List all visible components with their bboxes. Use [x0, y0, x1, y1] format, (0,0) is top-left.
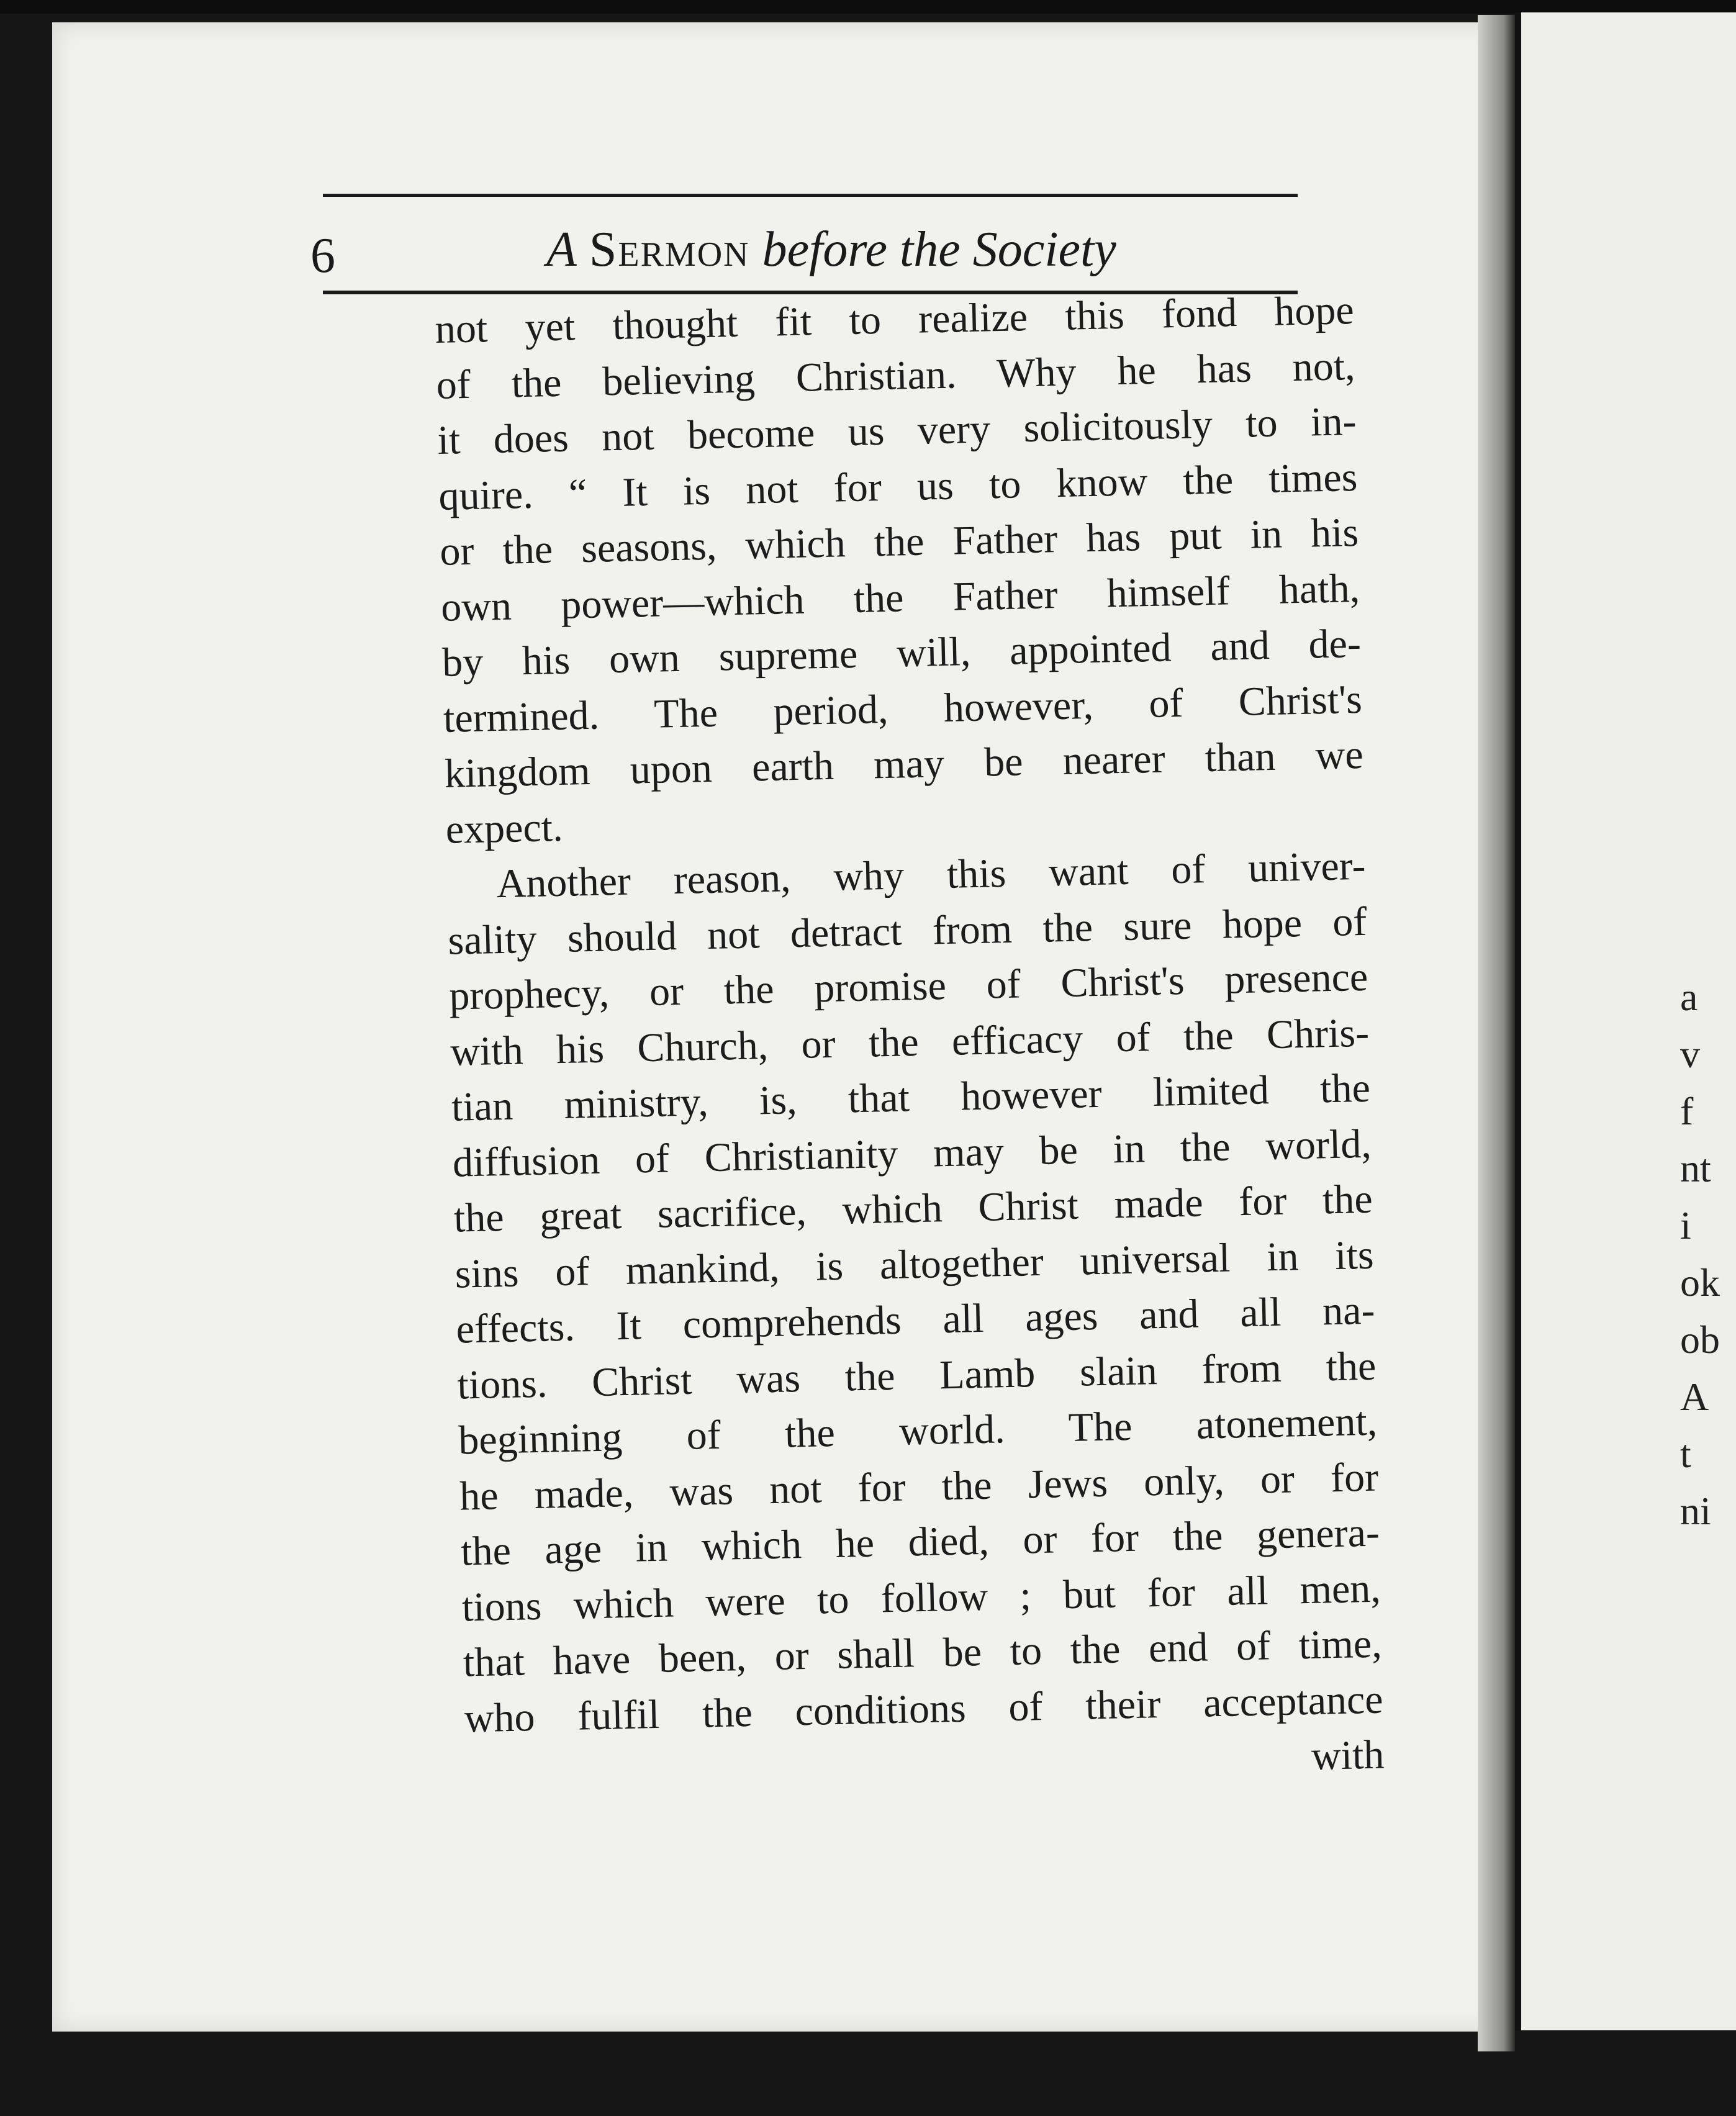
scan-border — [0, 0, 1736, 14]
body-text — [435, 283, 1385, 1802]
text-line: the great sacrifice, which Christ made for the — [453, 1176, 1373, 1241]
text-line: own power—which the Father himself hath, — [440, 565, 1360, 630]
running-head-sermon: Sermon — [589, 222, 750, 277]
fragment: t — [1680, 1432, 1691, 1476]
fragment: nt — [1680, 1146, 1711, 1190]
text-line: kingdom upon earth may be nearer than we — [444, 731, 1364, 797]
text-line: who fulfil the conditions of their acceptance — [464, 1676, 1384, 1741]
text-line: termined. The period, however, of Christ's — [443, 676, 1363, 741]
header-rule-top — [323, 194, 1298, 197]
text-line: or the seasons, which the Father has put in his — [439, 509, 1359, 574]
text-line: he made, was not for the Jews only, or for — [459, 1454, 1379, 1519]
text-line: prophecy, or the promise of Christ's presence — [448, 954, 1368, 1019]
text-line: not yet thought fit to realize this fond hope — [435, 287, 1355, 352]
page-number: 6 — [310, 228, 335, 283]
running-head — [546, 222, 1242, 277]
text-line: effects. It comprehends all ages and all na- — [455, 1287, 1376, 1352]
running-head-rest: before the Society — [762, 222, 1116, 277]
fragment: i — [1680, 1203, 1691, 1247]
fragment: f — [1680, 1089, 1694, 1133]
text-line: it does not become us very solicitously to in- — [436, 398, 1357, 463]
fragment: A — [1680, 1375, 1709, 1419]
text-line: sins of mankind, is altogether universal in its — [454, 1232, 1375, 1297]
text-line: diffusion of Christianity may be in the world, — [452, 1121, 1372, 1186]
text-line: Another reason, why this want of univer- — [495, 843, 1367, 907]
running-head-article: A — [546, 222, 577, 277]
fragment: ni — [1680, 1489, 1711, 1533]
text-line: tions. Christ was the Lamb slain from the — [456, 1343, 1377, 1408]
fragment: a — [1680, 975, 1698, 1019]
text-line: quire. “ It is not for us to know the times — [438, 454, 1358, 519]
text-line: of the believing Christian. Why he has not, — [436, 343, 1356, 408]
fragment: ob — [1680, 1318, 1720, 1362]
text-line: sality should not detract from the sure hope of — [447, 898, 1367, 964]
fragment: ok — [1680, 1260, 1720, 1304]
text-line: tian ministry, is, that however limited the — [451, 1065, 1371, 1130]
text-line: tions which were to follow ; but for all men, — [461, 1565, 1381, 1630]
right-page-text-fragments — [1680, 969, 1736, 1540]
catchword: with — [1311, 1732, 1385, 1779]
book-gutter — [1478, 15, 1515, 2051]
text-line: with his Church, or the efficacy of the Chris- — [450, 1010, 1370, 1075]
fragment: v — [1680, 1032, 1700, 1076]
text-line: expect. — [445, 804, 564, 852]
text-line: beginning of the world. The atonement, — [458, 1398, 1378, 1463]
text-line: that have been, or shall be to the end of time, — [463, 1621, 1383, 1686]
text-line: by his own supreme will, appointed and de- — [441, 620, 1362, 685]
text-line: the age in which he died, or for the genera- — [460, 1509, 1380, 1575]
